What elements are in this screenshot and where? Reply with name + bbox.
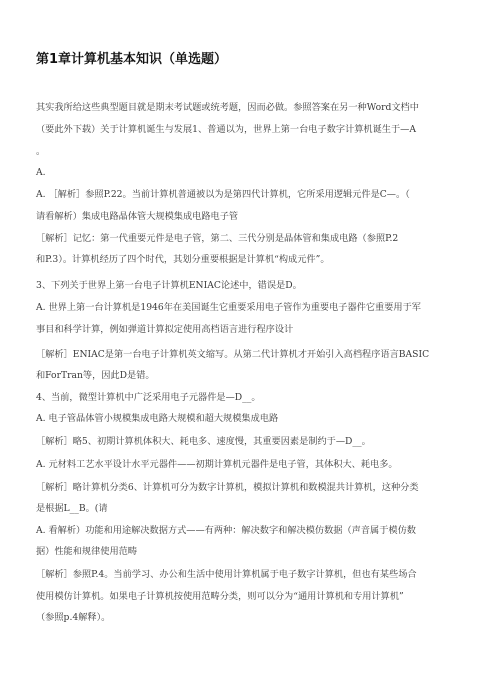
paragraph-line: A. 看解析）功能和用途解决数据方式——有两种：解决数字和解决模仿数据（声音属于模仿数 <box>36 525 416 536</box>
paragraph-line: A. 电子管晶体管小规模集成电路大规模和超大规模集成电路 <box>36 413 279 424</box>
chapter-title: 第1章计算机基本知识（单选题） <box>36 52 228 67</box>
paragraph-line: 4、当前，微型计算机中广泛采用电子元器件是—D__。 <box>36 392 261 403</box>
paragraph-line: A. 世界上第一台计算机是1946年在美国诞生它重要采用电子管作为重要电子器件它重要用于军 <box>36 302 421 313</box>
paragraph-line: （要此外下载）关于计算机诞生与发展1、普通以为，世界上第一台电子数字计算机诞生于—A <box>36 124 416 135</box>
paragraph-line: 3、下列关于世界上第一台电子计算机ENIAC论述中，错误是D。 <box>36 280 302 291</box>
paragraph-line: ［解析］略计算机分类6、计算机可分为数字计算机，模拟计算机和数模混共计算机，这种分类 <box>36 482 419 493</box>
paragraph-line: 是根据L__B。(请 <box>36 503 108 514</box>
paragraph-line: ［解析］记忆：第一代重要元件是电子管，第二、三代分别是晶体管和集成电路（参照P.2 <box>36 233 399 244</box>
paragraph-line: A. ［解析］参照P.22。当前计算机普通被以为是第四代计算机，它所采用逻辑元件是C—。（ <box>36 189 410 200</box>
paragraph-line: 。 <box>36 146 46 157</box>
paragraph-line: ［解析］参照P.4。当前学习、办公和生活中使用计算机属于电子数字计算机，但也有某些场合 <box>36 569 417 580</box>
paragraph-line: 其实我所给这些典型题目就是期末考试题或统考题，因而必做。参照答案在另一种Word文档中 <box>36 102 419 113</box>
paragraph-line: 据）性能和规律使用范畴 <box>36 546 138 557</box>
paragraph-line: ［解析］略5、初期计算机体积大、耗电多、速度慢，其重要因素是制约于—D__。 <box>36 436 371 447</box>
paragraph-line: 请看解析）集成电路晶体管大规模集成电路电子管 <box>36 211 239 222</box>
paragraph-line: （参照p.4解释）。 <box>36 612 111 623</box>
paragraph-line: 和P.3）。计算机经历了四个时代，其划分重要根据是计算机“构成元件”。 <box>36 254 330 265</box>
paragraph-line: 使用模仿计算机。如果电子计算机按使用范畴分类，则可以分为“通用计算机和专用计算机” <box>36 591 404 602</box>
paragraph-line: ［解析］ENIAC是第一台电子计算机英文缩写。从第二代计算机才开始引入高档程序语言BASIC <box>36 349 430 360</box>
paragraph-line: 和ForTran等，因此D是错。 <box>36 370 155 381</box>
paragraph-line: A. 元材料工艺水平设计水平元器件——初期计算机元器件是电子管，其体积大、耗电多。 <box>36 459 398 470</box>
paragraph-line: A. <box>36 167 46 178</box>
paragraph-line: 事目和科学计算，例如弹道计算拟定使用高档语言进行程序设计 <box>36 324 294 335</box>
